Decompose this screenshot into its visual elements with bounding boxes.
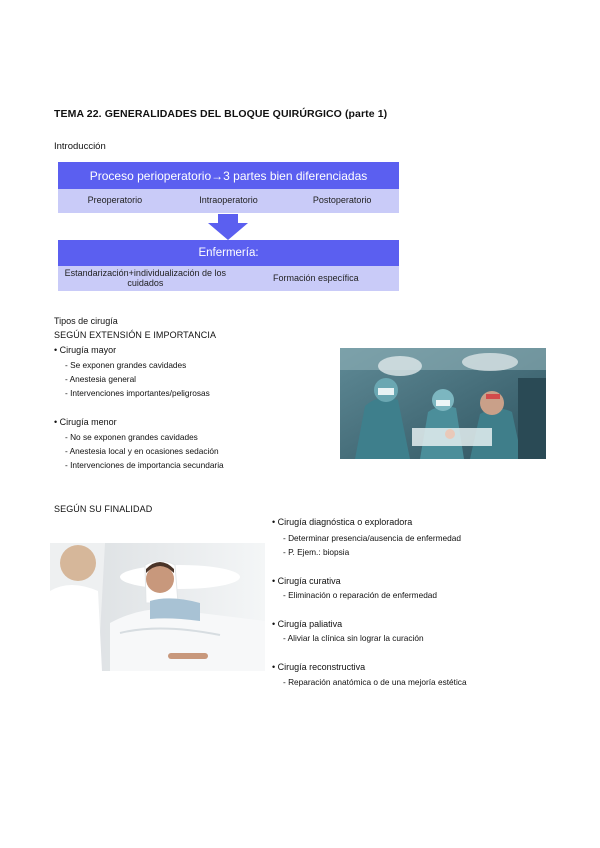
intro-heading: Introducción	[54, 141, 106, 152]
nursing-item-standardization: Estandarización+individualización de los cuidados	[64, 267, 226, 288]
list-item: - Reparación anatómica o de una mejoría estética	[283, 677, 467, 687]
list-item: - Anestesia local y en ocasiones sedación	[65, 446, 219, 456]
curative-surgery-label: • Cirugía curativa	[272, 576, 341, 586]
types-heading: Tipos de cirugía	[54, 316, 118, 326]
phase-intra: Intraoperatorio	[199, 195, 258, 206]
nursing-row	[58, 266, 399, 291]
list-item: - Se exponen grandes cavidades	[65, 360, 187, 370]
list-item: - No se exponen grandes cavidades	[65, 432, 198, 442]
nursing-item-training: Formación específica	[273, 272, 359, 283]
palliative-surgery-label: • Cirugía paliativa	[272, 619, 343, 629]
list-item: - Intervenciones importantes/peligrosas	[65, 388, 210, 398]
purpose-heading: SEGÚN SU FINALIDAD	[54, 504, 153, 514]
reconstructive-surgery-label: • Cirugía reconstructiva	[272, 662, 366, 672]
list-item: - P. Ejem.: biopsia	[283, 547, 350, 557]
phases-row	[58, 189, 399, 213]
list-item: - Eliminación o reparación de enfermedad	[283, 590, 438, 600]
list-item: - Aliviar la clínica sin lograr la curación	[283, 633, 424, 643]
surgery-photo	[340, 348, 546, 459]
patient-photo	[50, 543, 265, 671]
minor-surgery-label: • Cirugía menor	[54, 417, 117, 427]
extension-subheading: SEGÚN EXTENSIÓN E IMPORTANCIA	[54, 330, 217, 340]
list-item: - Intervenciones de importancia secundaria	[65, 460, 224, 470]
perioperative-header: Proceso perioperatorio→3 partes bien diferenciadas	[58, 162, 399, 189]
nursing-header: Enfermería:	[58, 240, 399, 266]
phase-post: Postoperatorio	[312, 195, 372, 206]
list-item: - Anestesia general	[65, 374, 137, 384]
list-item: - Determinar presencia/ausencia de enfermedad	[283, 533, 462, 543]
phase-pre: Preoperatorio	[87, 195, 143, 206]
down-arrow-icon	[208, 214, 248, 240]
page-title: TEMA 22. GENERALIDADES DEL BLOQUE QUIRÚRGICO (parte 1)	[54, 108, 388, 120]
major-surgery-label: • Cirugía mayor	[54, 345, 117, 355]
diagnostic-surgery-label: • Cirugía diagnóstica o exploradora	[272, 517, 413, 527]
